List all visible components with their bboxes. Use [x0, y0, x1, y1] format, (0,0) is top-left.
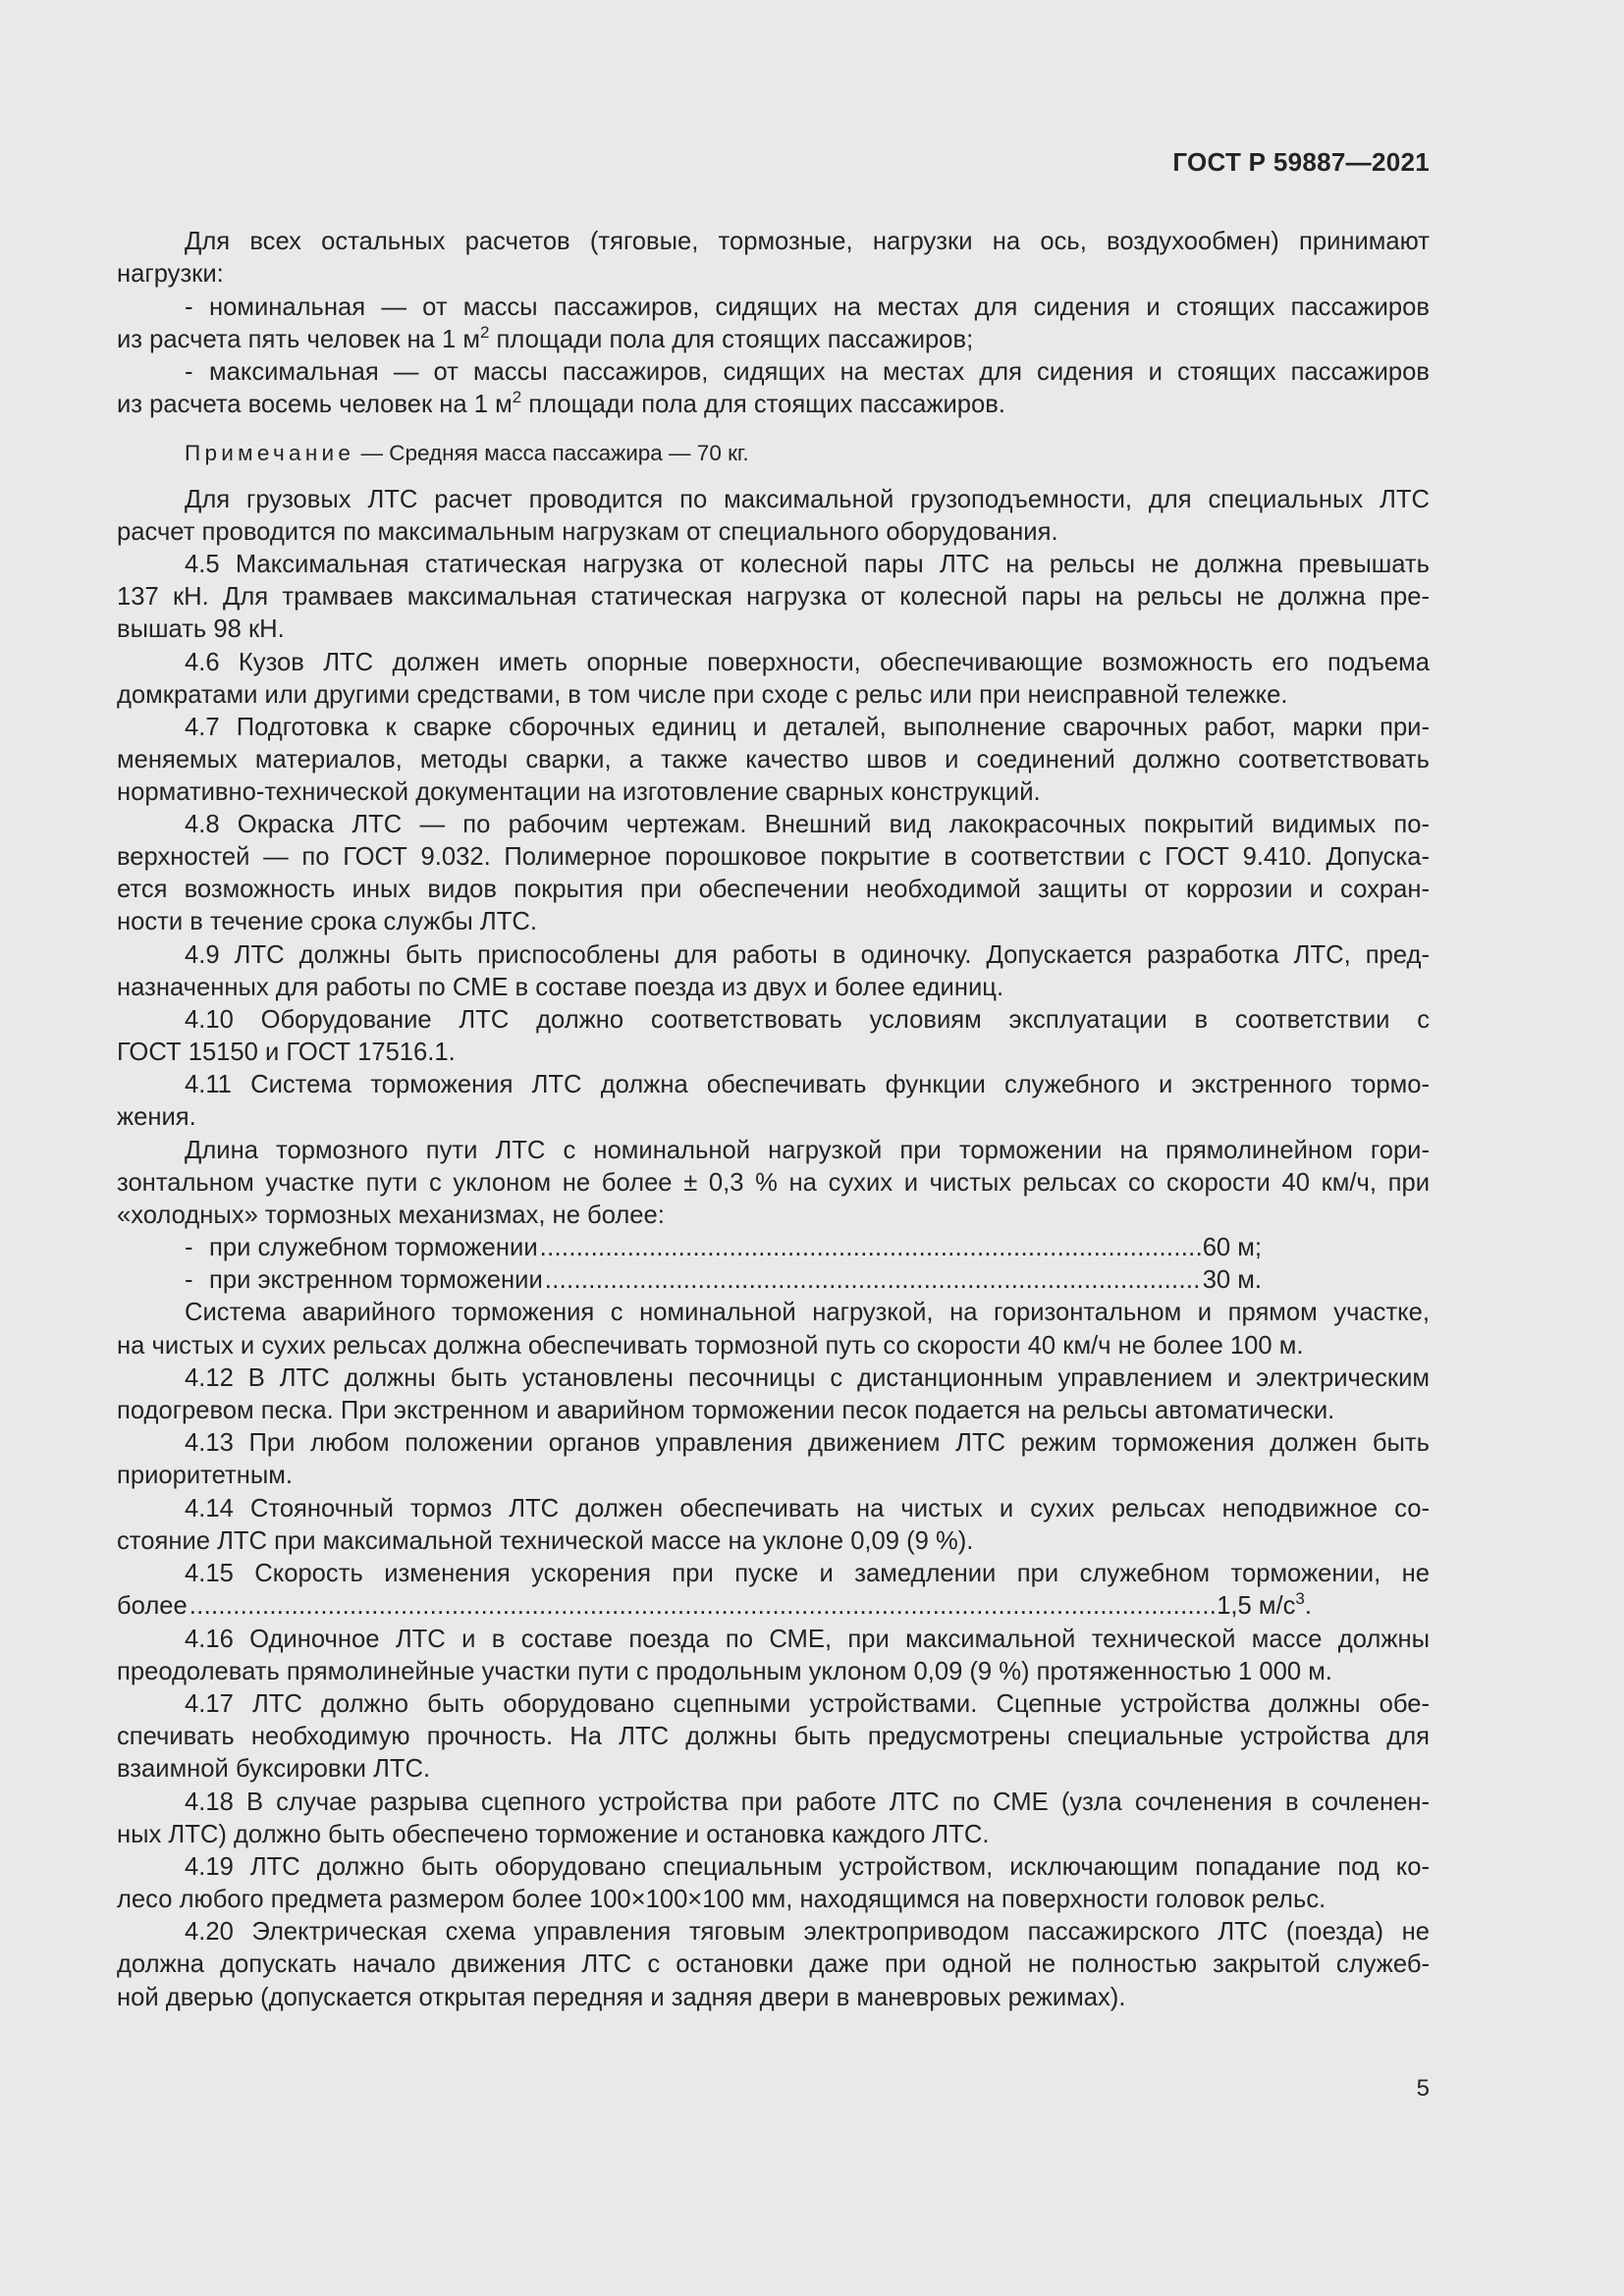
note-text: — Средняя масса пассажира — 70 кг. [360, 441, 749, 465]
note [185, 439, 1430, 468]
clause-4-10: 4.10 Оборудование ЛТС должно соответствовать условиям эксплуатации в соответствии с [185, 1006, 1430, 1034]
leader-label: более [117, 1592, 188, 1620]
text-line: зонтальном участке пути с уклоном не более ± 0,3 % на сухих и чистых рельсах со скорости 40 км/ч, при [117, 1169, 1430, 1197]
text-line: меняемых материалов, методы сварки, а также качество швов и соединений должно соответствовать [117, 746, 1430, 774]
value-end: . [1304, 1592, 1312, 1620]
clause-4-12: 4.12 В ЛТС должны быть установлены песочницы с дистанционным управлением и электрическим [185, 1364, 1430, 1392]
value-text: 1,5 м/с [1217, 1592, 1296, 1620]
clause-4-14: 4.14 Стояночный тормоз ЛТС должен обеспечивать на чистых и сухих рельсах неподвижное со- [185, 1495, 1430, 1522]
list-item-service-braking: - при служебном торможении . . . 60 м; [185, 1232, 1262, 1264]
text-line: ется возможность иных видов покрытия при обеспечении необходимой защиты от коррозии и сохран- [117, 876, 1430, 903]
text-line: спечивать необходимую прочность. На ЛТС должны быть предусмотрены специальные устройства для [117, 1723, 1430, 1750]
leader-line-jerk [117, 1590, 1312, 1623]
list-item-maximum: - максимальная — от массы пассажиров, сидящих на местах для сидения и стоящих пассажиров [185, 358, 1430, 386]
text-line: назначенных для работы по СМЕ в составе поезда из двух и более единиц. [117, 974, 1004, 1001]
clause-4-19: 4.19 ЛТС должно быть оборудовано специальным устройством, исключающим попадание под ко- [185, 1853, 1430, 1881]
page-number: 5 [1416, 2075, 1430, 2102]
leader-label: при служебном торможении [209, 1234, 538, 1261]
leader-dots [545, 1264, 1201, 1297]
clause-4-6: 4.6 Кузов ЛТС должен иметь опорные поверхности, обеспечивающие возможность его подъема [185, 649, 1430, 676]
leader-dots [540, 1232, 1201, 1264]
text: максимальная — от массы пассажиров, сидящих на местах для сидения и стоящих пассажиров [209, 358, 1430, 386]
text: площади пола для стоящих пассажиров. [521, 391, 1005, 418]
text-line: Для всех остальных расчетов (тяговые, тормозные, нагрузки на ось, воздухообмен) принимают [185, 228, 1430, 255]
list-item-emergency-braking: - при экстренном торможении . . . 30 м. [185, 1264, 1262, 1297]
text-line: ГОСТ 15150 и ГОСТ 17516.1. [117, 1039, 456, 1066]
list-item-nominal: - номинальная — от массы пассажиров, сидящих на местах для сидения и стоящих пассажиров [185, 294, 1430, 321]
leader-value: 60 м; [1202, 1234, 1262, 1261]
text-line: должна допускать начало движения ЛТС с остановки даже при одной не полностью закрытой служеб- [117, 1950, 1430, 1978]
text-line: расчет проводится по максимальным нагрузкам от специального оборудования. [117, 518, 1058, 546]
clause-4-9: 4.9 ЛТС должны быть приспособлены для работы в одиночку. Допускается разработка ЛТС, пред- [185, 941, 1430, 969]
text-line: домкратами или другими средствами, в том числе при сходе с рельс или при неисправной тележке. [117, 681, 1288, 709]
leader-value [1217, 1590, 1312, 1623]
clause-4-11: 4.11 Система торможения ЛТС должна обеспечивать функции служебного и экстренного тормо- [185, 1071, 1430, 1098]
text-line [117, 324, 1430, 356]
clause-4-7: 4.7 Подготовка к сварке сборочных единиц и деталей, выполнение сварочных работ, марки при- [185, 714, 1430, 741]
text-line: приоритетным. [117, 1462, 293, 1489]
text-line: преодолевать прямолинейные участки пути с продольным уклоном 0,09 (9 %) протяженностью 1 000 м. [117, 1658, 1332, 1685]
clause-4-5: 4.5 Максимальная статическая нагрузка от колесной пары ЛТС на рельсы не должна превышать [185, 551, 1430, 578]
text-line: Для грузовых ЛТС расчет проводится по максимальной грузоподъемности, для специальных ЛТС [185, 486, 1430, 513]
text: площади пола для стоящих пассажиров; [489, 326, 974, 353]
text-line: Длина тормозного пути ЛТС с номинальной нагрузкой при торможении на прямолинейном гори- [185, 1137, 1430, 1164]
text-line: лесо любого предмета размером более 100×100×100 мм, находящимся на поверхности головок рельс. [117, 1886, 1326, 1913]
text-line: стояние ЛТС при максимальной технической массе на уклоне 0,09 (9 %). [117, 1527, 974, 1555]
text-line: ной дверью (допускается открытая передняя и задняя двери в маневровых режимах). [117, 1984, 1126, 2011]
text-line: Система аварийного торможения с номинальной нагрузкой, на горизонтальном и прямом участке, [185, 1299, 1430, 1326]
text-line: вышать 98 кН. [117, 615, 285, 643]
superscript: 2 [479, 323, 490, 342]
note-label: Примечание [185, 441, 355, 465]
clause-4-15: 4.15 Скорость изменения ускорения при пуске и замедлении при служебном торможении, не [185, 1560, 1430, 1587]
text-line: на чистых и сухих рельсах должна обеспечивать тормозной путь со скорости 40 км/ч не более 100 м. [117, 1332, 1304, 1360]
leader-value: 30 м. [1202, 1266, 1262, 1294]
text: из расчета восемь человек на 1 м [117, 391, 513, 418]
text-line: верхностей — по ГОСТ 9.032. Полимерное порошковое покрытие в соответствии с ГОСТ 9.410. Допуска- [117, 843, 1430, 871]
text-line: жения. [117, 1103, 196, 1131]
text-line: нормативно-технической документации на изготовление сварных конструкций. [117, 778, 1041, 806]
clause-4-8: 4.8 Окраска ЛТС — по рабочим чертежам. Внешний вид лакокрасочных покрытий видимых по- [185, 811, 1430, 838]
clause-4-17: 4.17 ЛТС должно быть оборудовано сцепными устройствами. Сцепные устройства должны обе- [185, 1690, 1430, 1718]
text-line: ности в течение срока службы ЛТС. [117, 908, 537, 935]
superscript: 2 [512, 388, 522, 406]
clause-4-16: 4.16 Одиночное ЛТС и в составе поезда по СМЕ, при максимальной технической массе должны [185, 1626, 1430, 1653]
text-line: нагрузки: [117, 260, 224, 288]
text: номинальная — от массы пассажиров, сидящих на местах для сидения и стоящих пассажиров [209, 294, 1430, 321]
text-line: 137 кН. Для трамваев максимальная статическая нагрузка от колесной пары на рельсы не должна пре- [117, 583, 1430, 611]
superscript: 3 [1295, 1589, 1305, 1608]
text-line: «холодных» тормозных механизмах, не более: [117, 1201, 665, 1229]
leader-label: при экстренном торможении [209, 1266, 543, 1294]
text-line: ных ЛТС) должно быть обеспечено торможение и остановка каждого ЛТС. [117, 1821, 990, 1848]
text-line: подогревом песка. При экстренном и аварийном торможении песок подается на рельсы автоматически. [117, 1397, 1335, 1424]
text-line [117, 389, 1430, 421]
clause-4-13: 4.13 При любом положении органов управления движением ЛТС режим торможения должен быть [185, 1429, 1430, 1457]
leader-dots [189, 1590, 1215, 1623]
text-line: взаимной буксировки ЛТС. [117, 1755, 431, 1783]
clause-4-18: 4.18 В случае разрыва сцепного устройства при работе ЛТС по СМЕ (узла сочленения в сочленен- [185, 1789, 1430, 1816]
text: из расчета пять человек на 1 м [117, 326, 480, 353]
clause-4-20: 4.20 Электрическая схема управления тяговым электроприводом пассажирского ЛТС (поезда) не [185, 1918, 1430, 1946]
standard-header: ГОСТ Р 59887—2021 [1172, 147, 1430, 177]
